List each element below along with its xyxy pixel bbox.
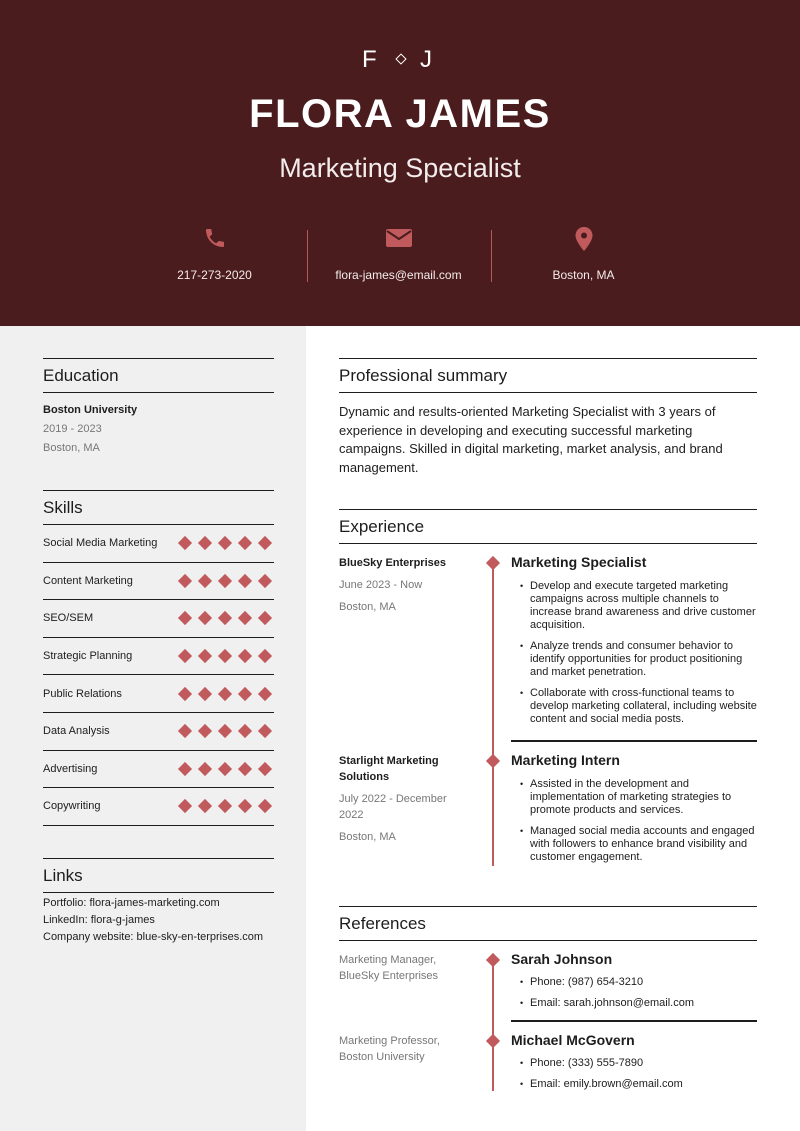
skill-name: Copywriting (43, 800, 101, 813)
job-dates: June 2023 - Now (339, 579, 423, 591)
rating-diamond-icon (198, 762, 212, 776)
rating-diamond-icon (178, 574, 192, 588)
rating-diamond-icon (218, 574, 232, 588)
contact-phone (122, 226, 307, 284)
rating-diamond-icon (218, 649, 232, 663)
references-timeline (492, 958, 494, 1091)
reference-divider (511, 1020, 757, 1022)
references-title: References (339, 906, 757, 941)
education-school: Boston University (43, 404, 138, 416)
references-section (339, 906, 757, 941)
rating-diamond-icon (218, 724, 232, 738)
rating-diamond-icon (218, 799, 232, 813)
monogram-diamond-icon (396, 53, 407, 64)
rating-diamond-icon (198, 536, 212, 550)
contact-email (306, 226, 491, 284)
candidate-role: Marketing Specialist (279, 153, 521, 183)
mail-icon (306, 226, 491, 256)
summary-text: Dynamic and results-oriented Marketing Specialist with 3 years of experience in developing and executing successful marketing campaigns. Skilled in digital marketing, market analysis, and brand management. (339, 404, 723, 475)
reference-contacts (511, 1057, 761, 1091)
rating-diamond-icon (258, 611, 272, 625)
rating-diamond-icon (238, 799, 252, 813)
skill-rating (180, 538, 270, 548)
reference-email: • Email: sarah.johnson@email.com (511, 997, 761, 1010)
rating-diamond-icon (178, 724, 192, 738)
skills-list (43, 525, 274, 826)
reference-email: • Email: emily.brown@email.com (511, 1078, 761, 1091)
monogram-initial-first: F (361, 46, 383, 73)
job-company: Starlight Marketing Solutions (339, 755, 439, 783)
job-title: Marketing Intern (511, 752, 620, 768)
skill-name: Social Media Marketing (43, 537, 158, 550)
reference-phone: • Phone: (333) 555-7890 (511, 1057, 761, 1070)
job-company: BlueSky Enterprises (339, 557, 446, 569)
rating-diamond-icon (238, 762, 252, 776)
job-bullet: • Assisted in the development and implementation of marketing strategies to promote products and services. (511, 778, 761, 817)
skill-rating (180, 801, 270, 811)
skill-row (43, 525, 274, 563)
rating-diamond-icon (258, 536, 272, 550)
rating-diamond-icon (198, 687, 212, 701)
job-bullet: • Managed social media accounts and engaged with followers to enhance brand visibility and customer engagement. (511, 825, 761, 864)
job-bullet: • Collaborate with cross-functional teams to develop marketing collateral, including website content and social media posts. (511, 687, 761, 726)
skill-rating (180, 764, 270, 774)
skill-rating (180, 576, 270, 586)
monogram-initial-last: J (420, 46, 438, 73)
rating-diamond-icon (258, 574, 272, 588)
reference-role-text: Marketing Manager, BlueSky Enterprises (339, 954, 439, 982)
rating-diamond-icon (238, 649, 252, 663)
job-dates: July 2022 - December 2022 (339, 793, 447, 821)
job-title: Marketing Specialist (511, 554, 647, 570)
rating-diamond-icon (198, 649, 212, 663)
rating-diamond-icon (218, 536, 232, 550)
rating-diamond-icon (218, 611, 232, 625)
skill-name: SEO/SEM (43, 612, 94, 625)
reference-role (339, 1033, 464, 1065)
reference-contacts (511, 976, 761, 1010)
summary-section (339, 358, 757, 477)
timeline-diamond-icon (486, 1034, 500, 1048)
rating-diamond-icon (238, 574, 252, 588)
map-pin-icon (491, 226, 676, 256)
skill-name: Data Analysis (43, 725, 110, 738)
rating-diamond-icon (178, 649, 192, 663)
skill-rating (180, 689, 270, 699)
experience-section (339, 509, 757, 544)
job-location: Boston, MA (339, 601, 396, 613)
rating-diamond-icon (178, 799, 192, 813)
rating-diamond-icon (198, 611, 212, 625)
monogram (0, 46, 800, 74)
experience-timeline (492, 562, 494, 866)
reference-name: Michael McGovern (511, 1032, 635, 1048)
rating-diamond-icon (178, 611, 192, 625)
rating-diamond-icon (178, 536, 192, 550)
job-details (511, 752, 761, 872)
job-location: Boston, MA (339, 831, 396, 843)
skill-row (43, 563, 274, 601)
rating-diamond-icon (238, 724, 252, 738)
link-portfolio[interactable]: Portfolio: flora-james-marketing.com (43, 897, 220, 909)
link-linkedin[interactable]: LinkedIn: flora-g-james (43, 914, 155, 926)
skill-name: Advertising (43, 762, 98, 775)
skill-row (43, 751, 274, 789)
contact-location (491, 226, 676, 284)
timeline-diamond-icon (486, 953, 500, 967)
reference-phone: • Phone: (987) 654-3210 (511, 976, 761, 989)
resume-header (0, 0, 800, 326)
rating-diamond-icon (198, 724, 212, 738)
rating-diamond-icon (218, 762, 232, 776)
skill-row (43, 600, 274, 638)
phone-text: 217-273-2020 (177, 268, 252, 282)
job-details (511, 554, 761, 734)
skill-rating (180, 726, 270, 736)
summary-title: Professional summary (339, 358, 757, 393)
job-meta (339, 555, 479, 615)
skill-row (43, 638, 274, 676)
job-bullet: • Analyze trends and consumer behavior to identify opportunities for product positioning and market penetration. (511, 640, 761, 679)
skill-rating (180, 613, 270, 623)
education-years: 2019 - 2023 (43, 423, 102, 435)
education-location: Boston, MA (43, 442, 100, 454)
skill-row (43, 713, 274, 751)
skills-title: Skills (43, 490, 274, 525)
rating-diamond-icon (238, 687, 252, 701)
job-bullet: • Develop and execute targeted marketing campaigns across multiple channels to increase brand awareness and drive customer acquisition. (511, 580, 761, 632)
skill-name: Public Relations (43, 687, 122, 700)
job-meta (339, 753, 464, 845)
reference-name: Sarah Johnson (511, 951, 613, 967)
rating-diamond-icon (258, 649, 272, 663)
rating-diamond-icon (258, 762, 272, 776)
link-company-website[interactable]: Company website: blue-sky-en-terprises.com (43, 931, 264, 943)
skills-section (43, 490, 274, 826)
skill-row (43, 675, 274, 713)
location-text: Boston, MA (552, 268, 615, 282)
rating-diamond-icon (238, 536, 252, 550)
skill-name: Strategic Planning (43, 650, 133, 663)
rating-diamond-icon (198, 574, 212, 588)
rating-diamond-icon (258, 724, 272, 738)
skill-name: Content Marketing (43, 574, 133, 587)
job-divider (511, 740, 757, 742)
phone-icon (122, 226, 307, 256)
timeline-diamond-icon (486, 754, 500, 768)
timeline-diamond-icon (486, 556, 500, 570)
links-title: Links (43, 858, 274, 893)
reference-role-text: Marketing Professor, Boston University (339, 1035, 440, 1063)
rating-diamond-icon (238, 611, 252, 625)
rating-diamond-icon (258, 687, 272, 701)
reference-details (511, 951, 761, 1018)
rating-diamond-icon (178, 687, 192, 701)
rating-diamond-icon (258, 799, 272, 813)
links-section (43, 858, 274, 944)
experience-title: Experience (339, 509, 757, 544)
rating-diamond-icon (218, 687, 232, 701)
reference-role (339, 952, 464, 984)
candidate-name: FLORA JAMES (249, 92, 551, 136)
rating-diamond-icon (178, 762, 192, 776)
education-section (43, 358, 274, 454)
education-title: Education (43, 358, 274, 393)
job-bullets (511, 580, 761, 726)
job-bullets (511, 778, 761, 864)
email-text: flora-james@email.com (335, 268, 462, 282)
skill-row (43, 788, 274, 826)
rating-diamond-icon (198, 799, 212, 813)
skill-rating (180, 651, 270, 661)
reference-details (511, 1032, 761, 1099)
